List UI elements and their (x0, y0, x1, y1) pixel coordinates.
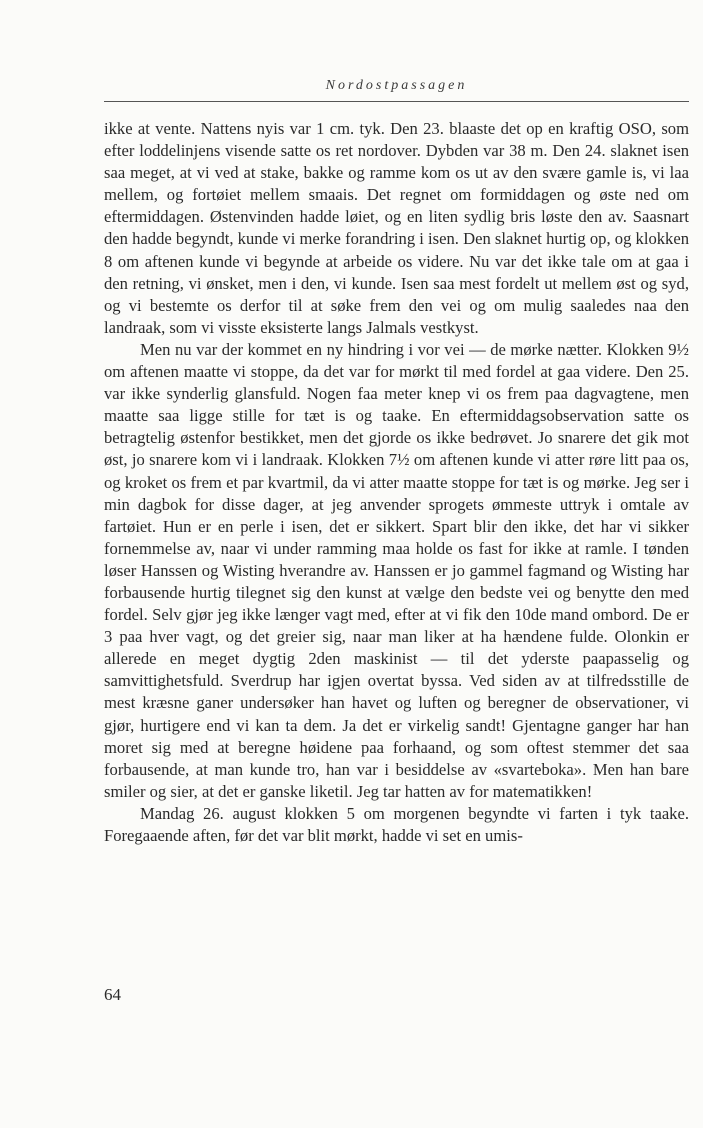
paragraph-2: Men nu var der kommet en ny hindring i vor vei — de mørke nætter. Klokken 9½ om aftenen maatte vi stoppe, da det var for mørkt til med fordel at gaa videre. Den 25. var ikke synderlig glansfuld. Nogen faa meter knep vi os frem paa dagvagtene, men maatte saa ligge stille for tæt is og taake. En eftermiddagsobservation satte os betragtelig østenfor bestikket, men det gjorde os ikke bedrøvet. Jo snarere det gik mot øst, jo snarere kom vi i landraak. Klokken 7½ om aftenen kunde vi atter røre litt paa os, og kroket os frem et par kvartmil, da vi atter maatte stoppe for tæt is og mørke. Jeg ser i min dagbok for disse dager, at jeg anvender sprogets ømmeste uttryk i omtale av fartøiet. Hun er en perle i isen, det er sikkert. Spart blir den ikke, det har vi sikker fornemmelse av, naar vi under ramming maa holde os fast for ikke at ramle. I tønden løser Hanssen og Wisting hverandre av. Hanssen er jo gammel fagmand og Wisting har forbausende hurtig tilegnet sig den kunst at vælge den bedste vei og benytte den med fordel. Selv gjør jeg ikke længer vagt med, efter at vi fik den 10de mand ombord. De er 3 paa hver vagt, og det greier sig, naar man liker at ha hændene fulde. Olonkin er allerede en meget dygtig 2den maskinist — til det yderste paapasselig og samvittighetsfuld. Sverdrup har igjen overtat byssa. Ved siden av at tilfredsstille de mest kræsne ganer undersøker han havet og luften og beregner de observationer, vi gjør, hurtigere end vi kan ta dem. Ja det er virkelig sandt! Gjentagne ganger har han moret sig med at beregne høidene paa forhaand, og som oftest stemmer det saa forbausende, at man kunde tro, han var i besiddelse av «svarteboka». Men han bare smiler og sier, at det er ganske liketil. Jeg tar hatten av for matematikken! (104, 339, 689, 801)
header-rule (104, 101, 689, 102)
page-number: 64 (104, 985, 121, 1004)
paragraph-1: ikke at vente. Nattens nyis var 1 cm. tyk. Den 23. blaaste det op en kraftig OSO, som efter loddelinjens visende satte os ret nordover. Dybden var 38 m. Den 24. slaknet isen saa meget, at vi ved at stake, bakke og ramme kom os ut av den svære gamle is, vi laa mellem, og fortøiet mellem smaais. Det regnet om formiddagen og øste ned om eftermiddagen. Østenvinden hadde løiet, og en liten sydlig bris løste den av. Saasnart den hadde begyndt, kunde vi merke forandring i isen. Den slaknet hurtig op, og klokken 8 om aftenen kunde vi begynde at arbeide os videre. Nu var det ikke tale om at gaa i den retning, vi ønsket, men i den, vi kunde. Isen saa mest fordelt ut mellem øst og syd, og vi bestemte os derfor til at søke frem den vei og om mulig saaledes naa den landraak, som vi visste eksisterte langs Jalmals vestkyst. (104, 119, 689, 337)
body-text (104, 118, 689, 847)
paragraph-3: Mandag 26. august klokken 5 om morgenen begyndte vi farten i tyk taake. Foregaaende aften, før det var blit mørkt, hadde vi set en umis- (104, 803, 689, 845)
running-title: Nordostpassagen (325, 78, 468, 93)
